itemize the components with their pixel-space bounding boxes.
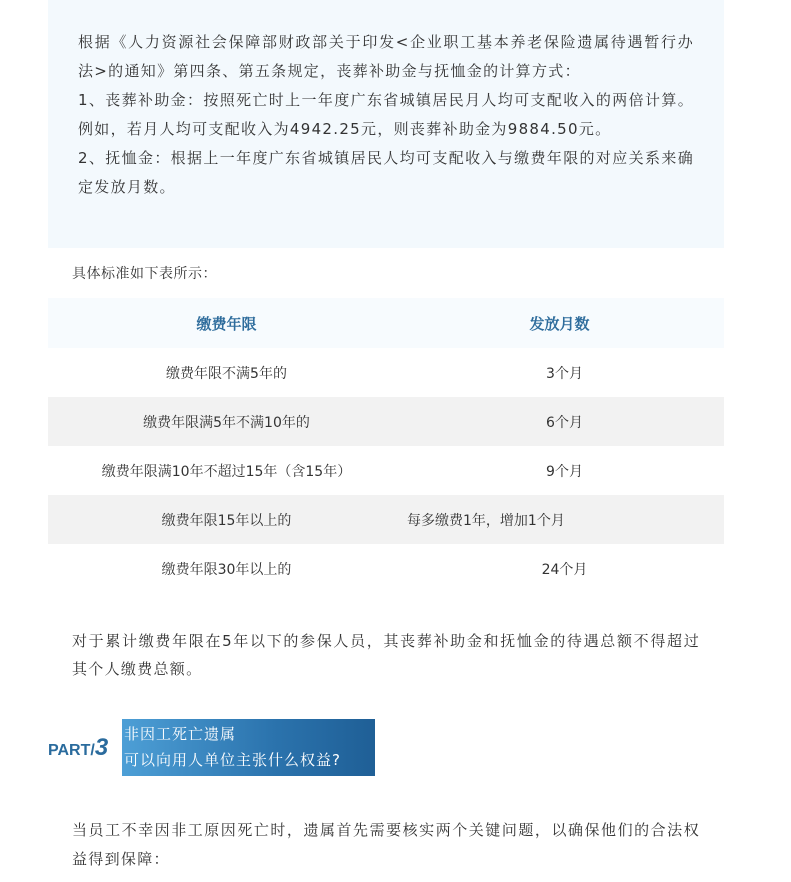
header-contribution-years: 缴费年限 bbox=[48, 298, 405, 348]
table-cell-years: 缴费年限30年以上的 bbox=[161, 561, 292, 578]
table-cell-months: 每多缴费1年，增加1个月 bbox=[405, 495, 724, 544]
table-cell-years: 缴费年限15年以上的 bbox=[48, 495, 405, 544]
table-row bbox=[48, 348, 724, 397]
intro-paragraph-2: 1、丧葬补助金：按照死亡时上一年度广东省城镇居民月人均可支配收入的两倍计算。例如，若月人均可支配收入为4942.25元，则丧葬补助金为9884.50元。 bbox=[78, 91, 694, 138]
part-word: PART/ bbox=[48, 742, 95, 759]
contribution-limit-note: 对于累计缴费年限在5年以下的参保人员，其丧葬补助金和抚恤金的待遇总额不得超过其个人缴费总额。 bbox=[72, 632, 700, 678]
table-cell-months: 6个月 bbox=[405, 397, 724, 446]
final-paragraph: 当员工不幸因非工原因死亡时，遗属首先需要核实两个关键问题，以确保他们的合法权益得到保障： bbox=[72, 821, 700, 868]
intro-paragraph-1: 根据《人力资源社会保障部财政部关于印发<企业职工基本养老保险遗属待遇暂行办法>的通知》第四条、第五条规定，丧葬补助金与抚恤金的计算方式： bbox=[78, 33, 694, 80]
table-cell-years: 缴费年限满5年不满10年的 bbox=[48, 397, 405, 446]
table-cell-months: 24个月 bbox=[541, 561, 588, 578]
table-row bbox=[48, 495, 724, 544]
part-number: 3 bbox=[94, 734, 109, 761]
part-label bbox=[48, 734, 108, 762]
intro-box bbox=[48, 0, 724, 248]
pension-months-table bbox=[48, 298, 724, 593]
table-cell-years: 缴费年限不满5年的 bbox=[166, 365, 287, 382]
table-row bbox=[48, 446, 724, 495]
part-title-line-1: 非因工死亡遗属 bbox=[124, 725, 237, 743]
part-title-line-2: 可以向用人单位主张什么权益? bbox=[124, 751, 341, 769]
table-row bbox=[48, 544, 724, 593]
part-title-banner bbox=[122, 719, 375, 776]
table-cell-years: 缴费年限满10年不超过15年（含15年） bbox=[101, 463, 352, 480]
table-cell-months: 9个月 bbox=[546, 463, 583, 480]
table-header-row bbox=[48, 298, 724, 348]
table-lead-text: 具体标准如下表所示： bbox=[72, 266, 217, 282]
table-row bbox=[48, 397, 724, 446]
table-cell-months: 3个月 bbox=[546, 365, 583, 382]
intro-paragraph-3: 2、抚恤金：根据上一年度广东省城镇居民人均可支配收入与缴费年限的对应关系来确定发放月数。 bbox=[78, 149, 694, 196]
header-payout-months: 发放月数 bbox=[405, 298, 724, 348]
